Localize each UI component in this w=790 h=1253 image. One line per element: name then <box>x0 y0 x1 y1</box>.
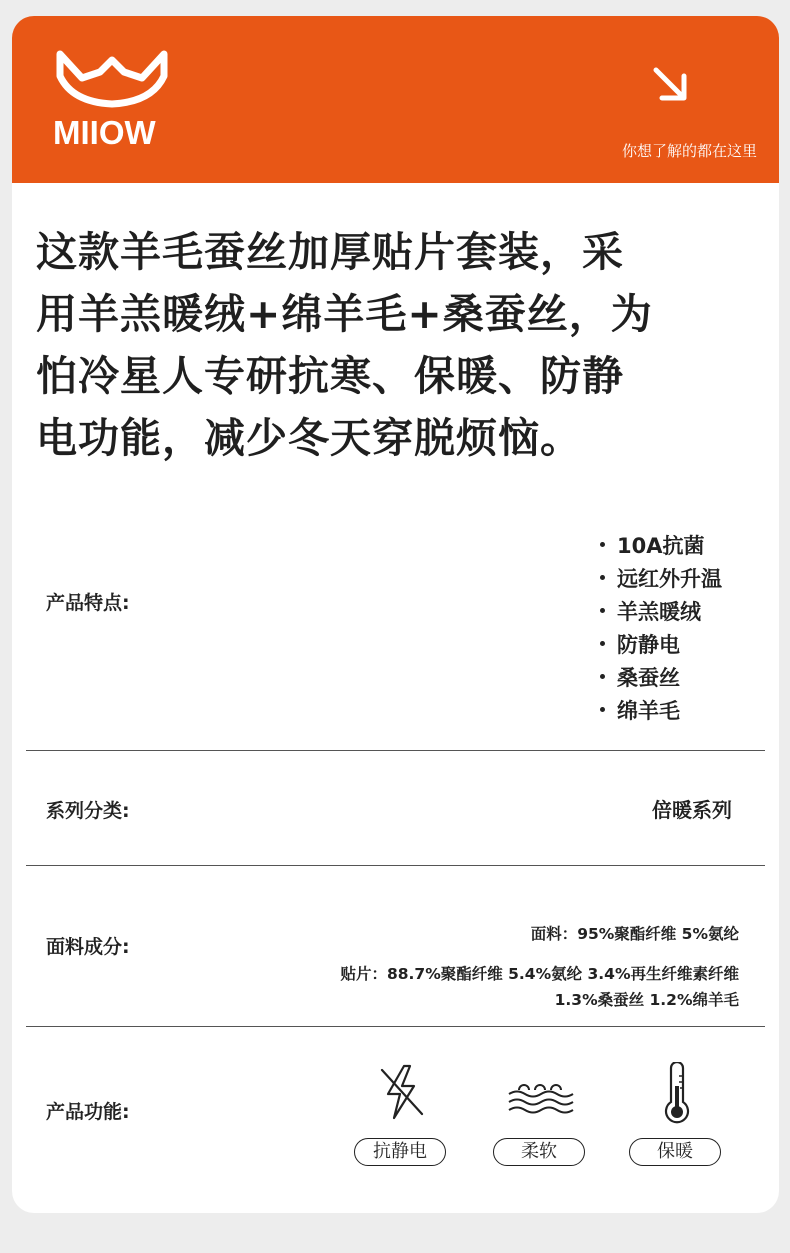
fabric-patch-cont: 1.3%桑蚕丝 1.2%绵羊毛 <box>554 991 739 1009</box>
product-intro <box>36 221 761 469</box>
anti-static-icon <box>374 1062 430 1124</box>
fabric-patch: 贴片：88.7%聚酯纤维 5.4%氨纶 3.4%再生纤维素纤维 <box>340 965 739 983</box>
series-label: 系列分类: <box>46 800 130 822</box>
fabric-label: 面料成分: <box>46 936 130 958</box>
section-divider <box>26 750 765 751</box>
brand-logo <box>52 46 182 151</box>
features-label: 产品特点: <box>46 592 130 614</box>
feature-item: 防静电 <box>600 629 722 662</box>
brand-name: MIIOW <box>53 114 156 151</box>
section-divider <box>26 1026 765 1027</box>
feature-item: 绵羊毛 <box>600 695 722 728</box>
fabric-outer: 面料：95%聚酯纤维 5%氨纶 <box>530 925 739 943</box>
soft-icon <box>505 1062 577 1124</box>
product-info-card <box>12 16 779 1213</box>
intro-line: 用羊羔暖绒+绵羊毛+桑蚕丝，为 <box>36 290 653 338</box>
cat-logo-icon <box>52 46 182 110</box>
arrow-down-right-icon <box>650 66 692 106</box>
section-divider <box>26 865 765 866</box>
feature-item: 羊羔暖绒 <box>600 596 722 629</box>
brand-header <box>12 16 779 183</box>
feature-item: 10A抗菌 <box>600 530 722 563</box>
intro-line: 电功能，减少冬天穿脱烦恼。 <box>36 414 582 462</box>
intro-line: 这款羊毛蚕丝加厚贴片套装，采 <box>36 228 624 276</box>
series-value: 倍暖系列 <box>652 798 732 822</box>
function-warm <box>629 1062 725 1162</box>
function-label: 抗静电 <box>354 1138 446 1166</box>
feature-list <box>600 530 722 728</box>
thermometer-icon <box>657 1062 697 1128</box>
functions-label: 产品功能: <box>46 1101 130 1123</box>
function-label: 柔软 <box>493 1138 585 1166</box>
intro-line: 怕冷星人专研抗寒、保暖、防静 <box>36 352 624 400</box>
feature-item: 桑蚕丝 <box>600 662 722 695</box>
function-anti-static <box>354 1062 450 1162</box>
function-soft <box>493 1062 589 1162</box>
header-tagline: 你想了解的都在这里 <box>621 142 757 160</box>
feature-item: 远红外升温 <box>600 563 722 596</box>
function-label: 保暖 <box>629 1138 721 1166</box>
